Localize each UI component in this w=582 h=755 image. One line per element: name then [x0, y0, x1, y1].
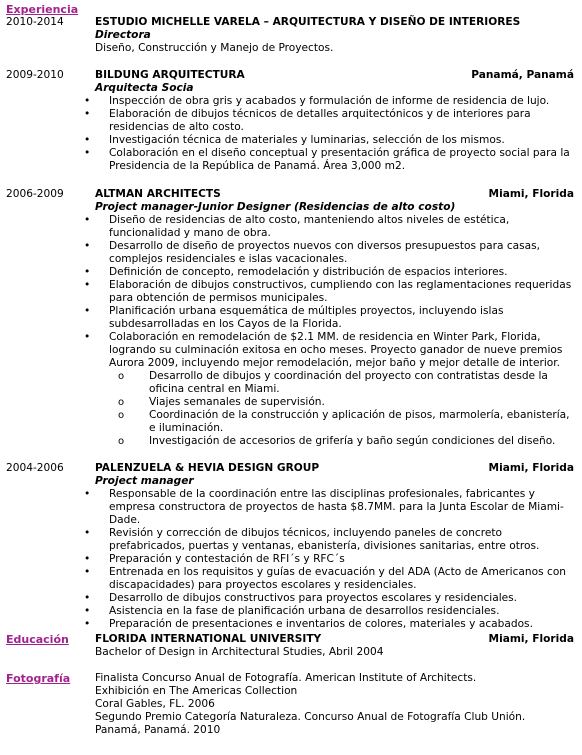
job-header: [95, 188, 574, 201]
list-item: • Asistencia en la fase de planificación urbana de desarrollos residenciales.: [95, 605, 574, 618]
sub-responsibility-list: [136, 370, 574, 448]
section-title-experience: Experiencia: [6, 3, 79, 16]
job-header: [95, 69, 574, 82]
company-name: PALENZUELA & HEVIA DESIGN GROUP: [95, 462, 320, 474]
job-dates: 2010-2014: [6, 16, 64, 28]
job-body: [95, 462, 574, 631]
job-body: [95, 16, 574, 55]
company-name: ESTUDIO MICHELLE VARELA – ARQUITECTURA Y DISEÑO DE INTERIORES: [95, 16, 521, 28]
list-item: • Preparación y contestación de RFI´s y RFC´s: [95, 553, 574, 566]
school-location: Miami, Florida: [488, 633, 574, 645]
responsibility-list: [95, 214, 574, 370]
photography-line: Segundo Premio Categoría Naturaleza. Concurso Anual de Fotografía Club Unión.: [95, 711, 526, 723]
photography-line: Coral Gables, FL. 2006: [95, 698, 215, 710]
job-header: [95, 16, 574, 29]
job-body: [95, 69, 574, 173]
list-item: • Inspección de obra gris y acabados y formulación de informe de residencia de lujo.: [95, 95, 574, 108]
list-item: • Revisión y corrección de dibujos técnicos, incluyendo paneles de concreto prefabricados, puertas y ventanas, ebanistería, divisiones sanitarias, entre otros.: [95, 527, 574, 553]
job-dates: 2009-2010: [6, 69, 64, 81]
job-location: Miami, Florida: [488, 188, 574, 200]
sub-list-item: o Coordinación de la construcción y aplicación de pisos, marmolería, ebanistería, e iluminación.: [136, 409, 574, 435]
job-location: Miami, Florida: [488, 462, 574, 474]
list-item: • Desarrollo de diseño de proyectos nuevos con diversos presupuestos para casas, complejos residenciales e islas vacacionales.: [95, 240, 574, 266]
job-location: Panamá, Panamá: [471, 69, 574, 81]
company-name: BILDUNG ARQUITECTURA: [95, 69, 245, 81]
sub-list-item: o Viajes semanales de supervisión.: [136, 396, 574, 409]
responsibility-list: [95, 488, 574, 631]
photography-line: Finalista Concurso Anual de Fotografía. American Institute of Architects.: [95, 672, 477, 684]
list-item: • Preparación de presentaciones e inventarios de colores, materiales y acabados.: [95, 618, 574, 631]
section-title-photography: Fotografía: [6, 672, 71, 685]
list-item: • Definición de concepto, remodelación y distribución de espacios interiores.: [95, 266, 574, 279]
list-item: • Investigación técnica de materiales y luminarias, selección de los mismos.: [95, 134, 574, 147]
education-body: [95, 633, 574, 659]
list-item: • Desarrollo de dibujos constructivos para proyectos escolares y residenciales.: [95, 592, 574, 605]
list-item: • Colaboración en el diseño conceptual y presentación gráfica de proyecto social para la Presidencia de la República de Panamá. Área 3,000 m2.: [95, 147, 574, 173]
school-name: FLORIDA INTERNATIONAL UNIVERSITY: [95, 633, 322, 645]
job-role: Arquitecta Socia: [95, 82, 194, 94]
education-header: [95, 633, 574, 646]
sub-list-item: o Investigación de accesorios de grifería y baño según condiciones del diseño.: [136, 435, 574, 448]
section-title-education: Educación: [6, 633, 69, 646]
list-item: • Colaboración en remodelación de $2.1 MM. de residencia en Winter Park, Florida, logrando su culminación exitosa en ocho meses. Proyecto ganador de nueve premios Aurora 2009, incluyendo mejor remodelación, mejor baño y mejor detalle de interior.: [95, 331, 574, 370]
job-role: Project manager: [95, 475, 194, 487]
photography-body: [95, 672, 574, 737]
list-item: • Elaboración de dibujos constructivos, cumpliendo con las reglamentaciones requeridas para obtención de permisos municipales.: [95, 279, 574, 305]
list-item: • Diseño de residencias de alto costo, manteniendo altos niveles de estética, funcionalidad y mano de obra.: [95, 214, 574, 240]
company-name: ALTMAN ARCHITECTS: [95, 188, 221, 200]
job-role: Directora: [95, 29, 151, 41]
photography-line: Exhibición en The Americas Collection: [95, 685, 298, 697]
job-dates: 2004-2006: [6, 462, 64, 474]
job-role: Project manager-Junior Designer (Residencias de alto costo): [95, 201, 456, 213]
job-description: Diseño, Construcción y Manejo de Proyectos.: [95, 42, 334, 54]
sub-list-item: o Desarrollo de dibujos y coordinación del proyecto con contratistas desde la oficina central en Miami.: [136, 370, 574, 396]
job-dates: 2006-2009: [6, 188, 64, 200]
list-item: • Entrenada en los requisitos y guías de evacuación y del ADA (Acto de Americanos con discapacidades) para proyectos escolares y residenciales.: [95, 566, 574, 592]
list-item: • Responsable de la coordinación entre las disciplinas profesionales, fabricantes y empresa constructora de proyectos de hasta $8.7MM. para la Junta Escolar de Miami-Dade.: [95, 488, 574, 527]
job-header: [95, 462, 574, 475]
job-body: [95, 188, 574, 448]
list-item: • Planificación urbana esquemática de múltiples proyectos, incluyendo islas subdesarrolladas en los Cayos de la Florida.: [95, 305, 574, 331]
responsibility-list: [95, 95, 574, 173]
list-item: • Elaboración de dibujos técnicos de detalles arquitectónicos y de interiores para residencias de alto costo.: [95, 108, 574, 134]
degree: Bachelor of Design in Architectural Studies, Abril 2004: [95, 646, 384, 658]
photography-line: Panamá, Panamá. 2010: [95, 724, 221, 736]
